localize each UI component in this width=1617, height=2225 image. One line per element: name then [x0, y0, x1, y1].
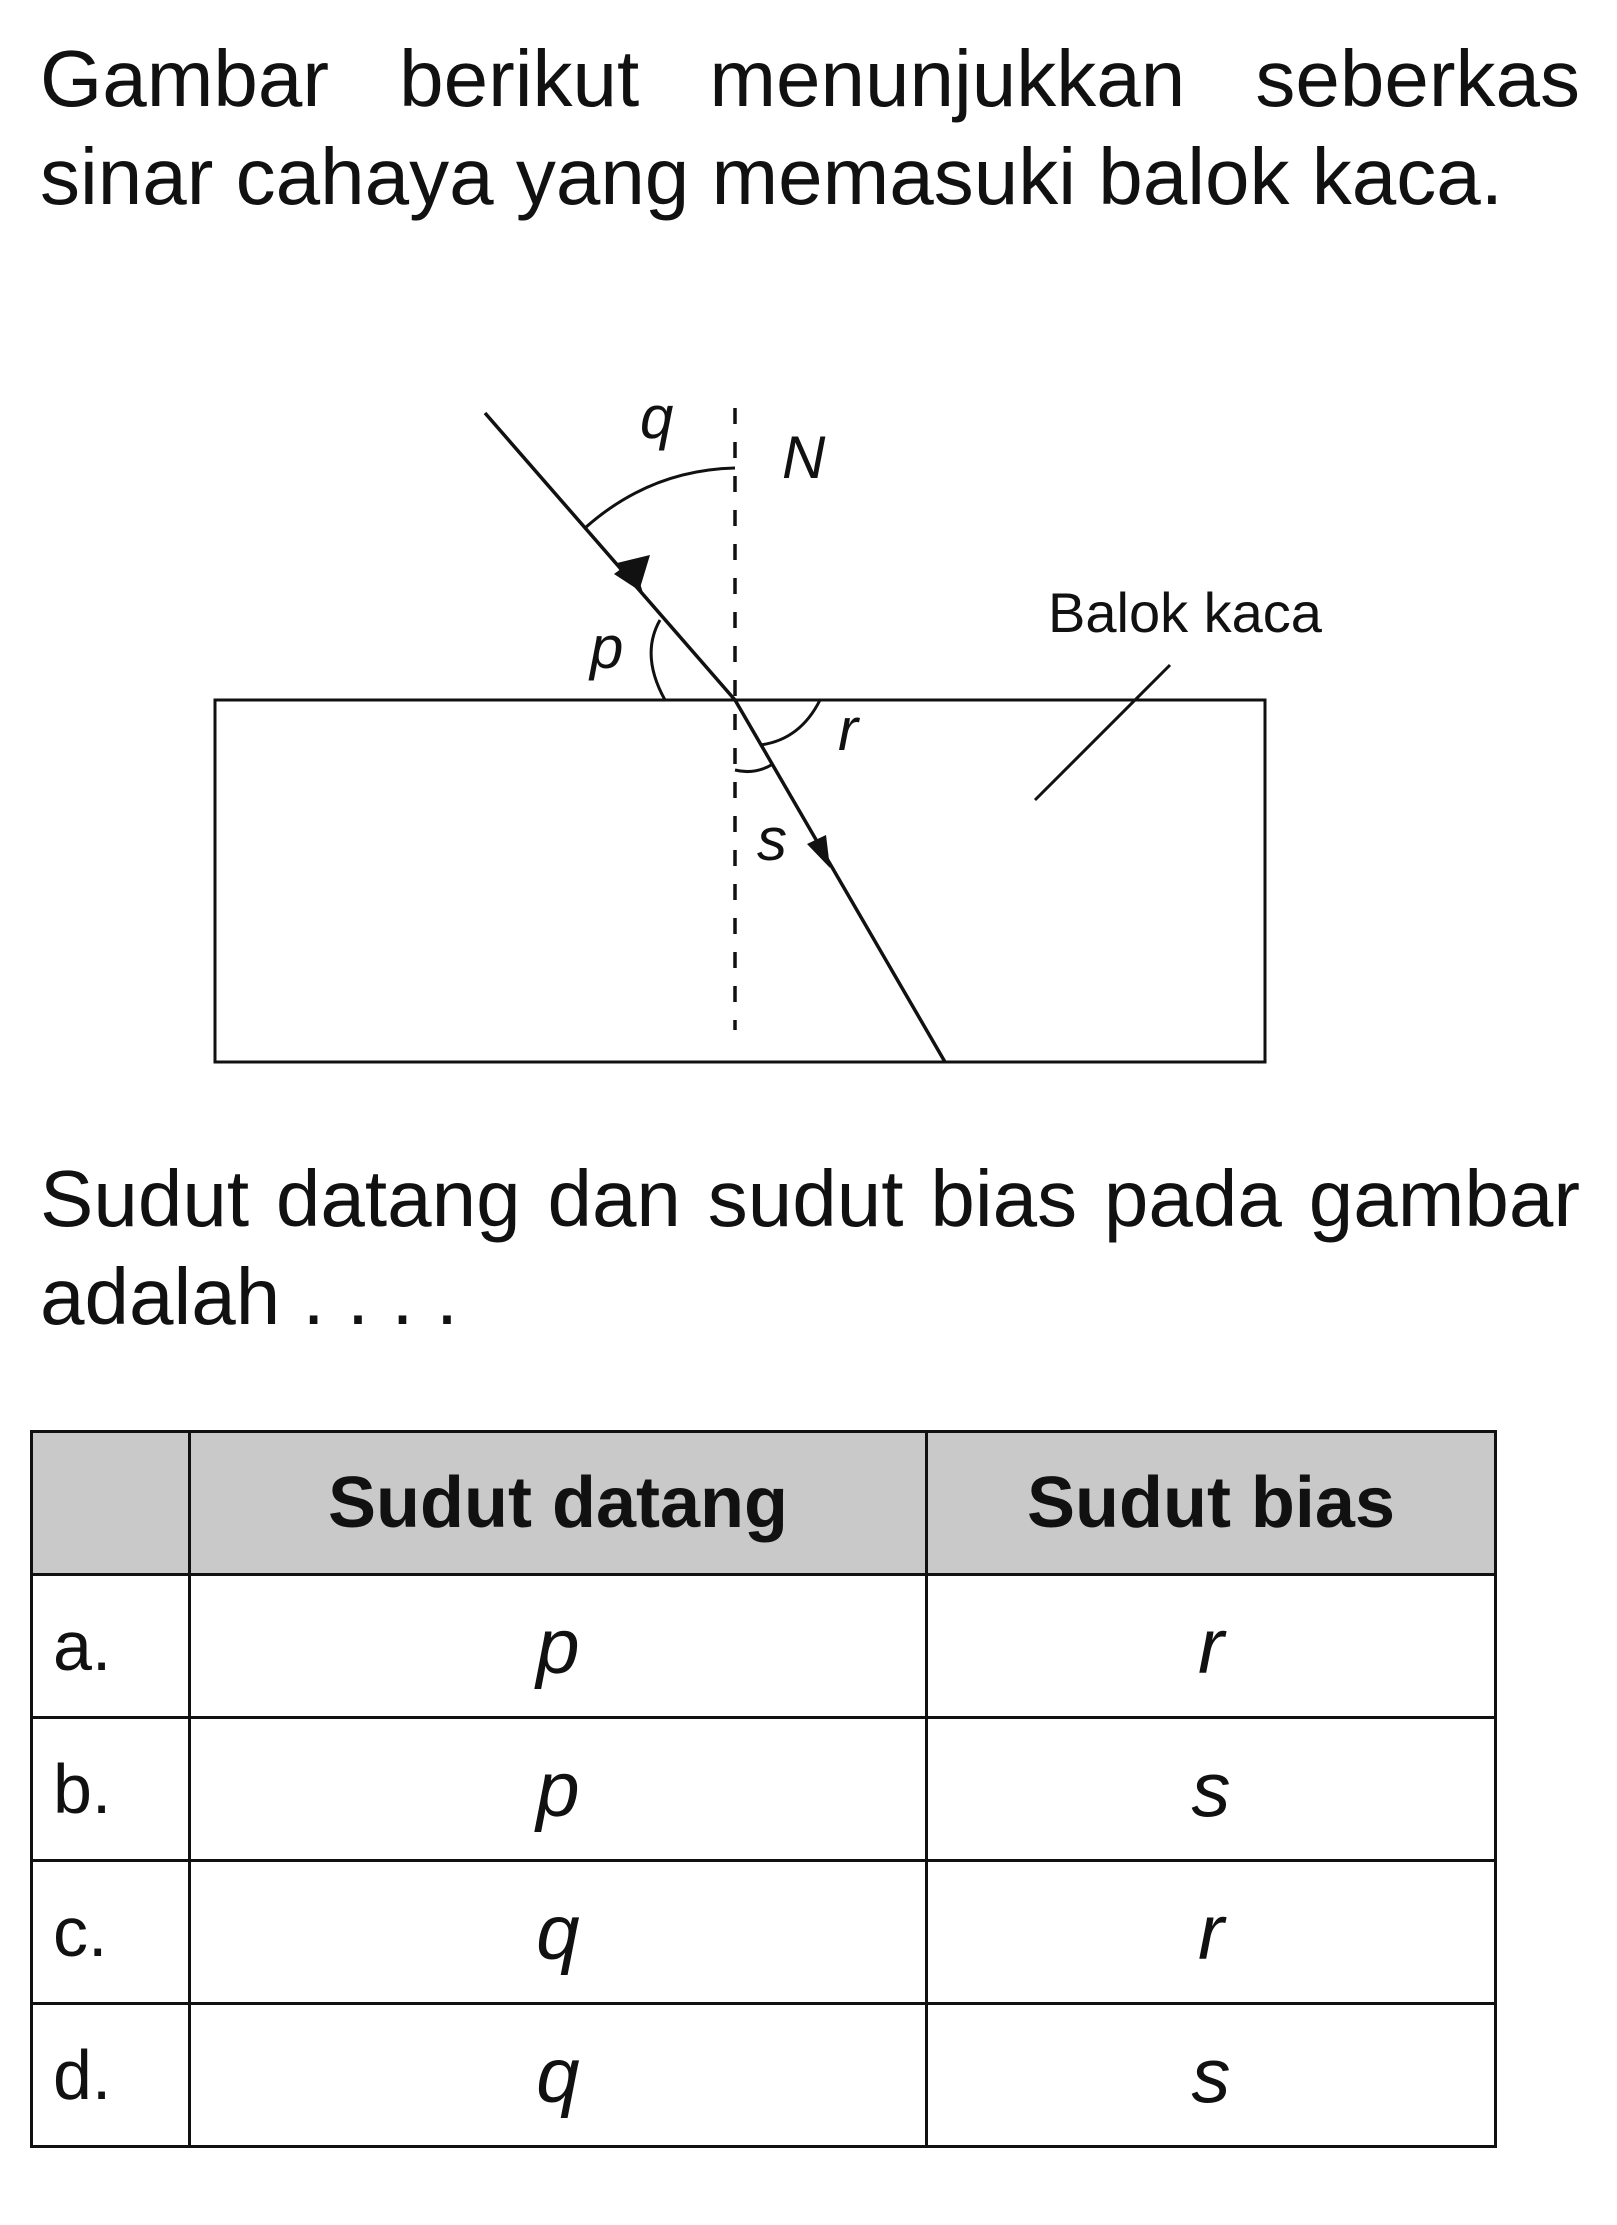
label-r: r [838, 696, 858, 763]
cell-sudut-bias: r [927, 1861, 1496, 2004]
label-q: q [640, 384, 674, 451]
option-label: b. [32, 1718, 190, 1861]
answer-table [30, 1430, 1497, 2148]
table-row[interactable] [32, 1575, 1496, 1718]
label-p: p [590, 614, 624, 681]
label-balok-kaca: Balok kaca [1048, 581, 1322, 644]
angle-arc-r [760, 700, 820, 745]
cell-sudut-datang: q [190, 2004, 927, 2147]
cell-sudut-bias: s [927, 2004, 1496, 2147]
angle-arc-p [651, 620, 665, 700]
table-row[interactable] [32, 2004, 1496, 2147]
header-sudut-datang: Sudut datang [190, 1432, 927, 1575]
cell-sudut-datang: q [190, 1861, 927, 2004]
label-s: s [757, 806, 787, 873]
header-option [32, 1432, 190, 1575]
option-label: a. [32, 1575, 190, 1718]
cell-sudut-bias: r [927, 1575, 1496, 1718]
angle-arc-q [585, 468, 735, 528]
refracted-arrow-head [807, 835, 830, 868]
glass-block [215, 700, 1265, 1062]
option-label: c. [32, 1861, 190, 2004]
question-prompt: Sudut datang dan sudut bias pada gambar adalah . . . . [40, 1154, 1580, 1341]
table-row[interactable] [32, 1861, 1496, 2004]
label-n: N [782, 424, 826, 491]
cell-sudut-datang: p [190, 1718, 927, 1861]
block-label-pointer [1035, 665, 1170, 800]
option-label: d. [32, 2004, 190, 2147]
header-sudut-bias: Sudut bias [927, 1432, 1496, 1575]
cell-sudut-bias: s [927, 1718, 1496, 1861]
angle-arc-s [735, 764, 773, 772]
question-intro: Gambar berikut menunjukkan seberkas sinar cahaya yang memasuki balok kaca. [40, 34, 1580, 221]
table-header-row [32, 1432, 1496, 1575]
table-row[interactable] [32, 1718, 1496, 1861]
cell-sudut-datang: p [190, 1575, 927, 1718]
